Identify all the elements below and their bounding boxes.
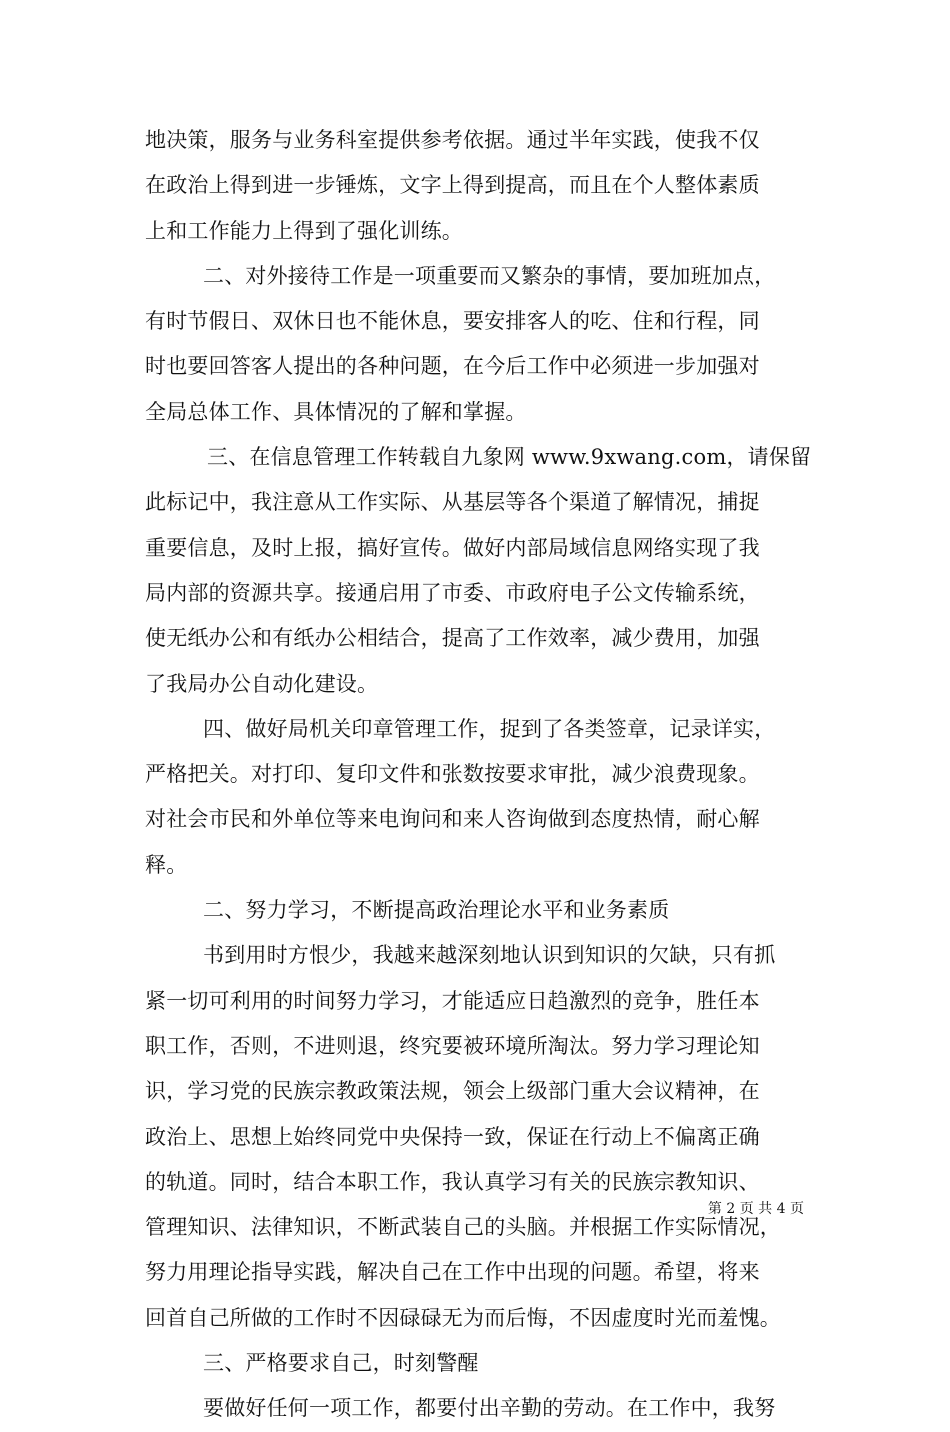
paragraph-discipline-start: 要做好任何一项工作，都要付出辛勤的劳动。在工作中，我努: [203, 1396, 776, 1421]
text-line: 对社会市民和外单位等来电询问和来人咨询做到态度热情，耐心解: [145, 807, 760, 832]
text-line: 上和工作能力上得到了强化训练。: [145, 218, 463, 243]
text-line: 努力用理论指导实践，解决自己在工作中出现的问题。希望，将来: [145, 1260, 760, 1285]
text-line: 了我局办公自动化建设。: [145, 671, 379, 696]
text-line: 严格把关。对打印、复印文件和张数按要求审批，减少浪费现象。: [145, 762, 760, 787]
paragraph-item-2-start: 二、对外接待工作是一项重要而又繁杂的事情，要加班加点，: [203, 263, 776, 288]
paragraph-item-3-start: 三、在信息管理工作转载自九象网 www.9xwang.com，请保留: [207, 445, 812, 470]
text-line: 管理知识、法律知识，不断武装自己的头脑。并根据工作实际情况，: [145, 1215, 781, 1240]
text-line: 全局总体工作、具体情况的了解和掌握。: [145, 399, 527, 424]
page-number: 第 2 页 共 4 页: [707, 1201, 804, 1217]
text-line: 地决策，服务与业务科室提供参考依据。通过半年实践，使我不仅: [145, 128, 760, 152]
text-line: 局内部的资源共享。接通启用了市委、市政府电子公文传输系统，: [145, 580, 760, 605]
text-line: 时也要回答客人提出的各种问题，在今后工作中必须进一步加强对: [145, 354, 760, 379]
document-body: [145, 118, 815, 1432]
text-line: 职工作，否则，不进则退，终究要被环境所淘汰。努力学习理论知: [145, 1033, 760, 1058]
text-line: 此标记中，我注意从工作实际、从基层等各个渠道了解情况，捕捉: [145, 490, 760, 515]
text-line: 在政治上得到进一步锤炼，文字上得到提高，而且在个人整体素质: [145, 173, 760, 198]
text-line: 的轨道。同时，结合本职工作，我认真学习有关的民族宗教知识、: [145, 1169, 760, 1194]
paragraph-study-start: 书到用时方恨少，我越来越深刻地认识到知识的欠缺，只有抓: [203, 943, 776, 968]
text-line: 使无纸办公和有纸办公相结合，提高了工作效率，减少费用，加强: [145, 626, 760, 651]
text-line: 有时节假日、双休日也不能休息，要安排客人的吃、住和行程，同: [145, 309, 760, 334]
text-line: 重要信息，及时上报，搞好宣传。做好内部局域信息网络实现了我: [145, 535, 760, 560]
text-line: 紧一切可利用的时间努力学习，才能适应日趋激烈的竞争，胜任本: [145, 988, 760, 1013]
text-line: 释。: [145, 852, 188, 877]
text-line: 识，学习党的民族宗教政策法规，领会上级部门重大会议精神，在: [145, 1079, 760, 1104]
text-line: 政治上、思想上始终同党中央保持一致，保证在行动上不偏离正确: [145, 1124, 760, 1149]
section-heading-study: 二、努力学习，不断提高政治理论水平和业务素质: [203, 898, 670, 923]
text-line: 回首自己所做的工作时不因碌碌无为而后悔，不因虚度时光而羞愧。: [145, 1305, 781, 1330]
paragraph-item-4-start: 四、做好局机关印章管理工作，捉到了各类签章，记录详实，: [203, 716, 776, 741]
section-heading-self-discipline: 三、严格要求自己，时刻警醒: [203, 1351, 479, 1376]
